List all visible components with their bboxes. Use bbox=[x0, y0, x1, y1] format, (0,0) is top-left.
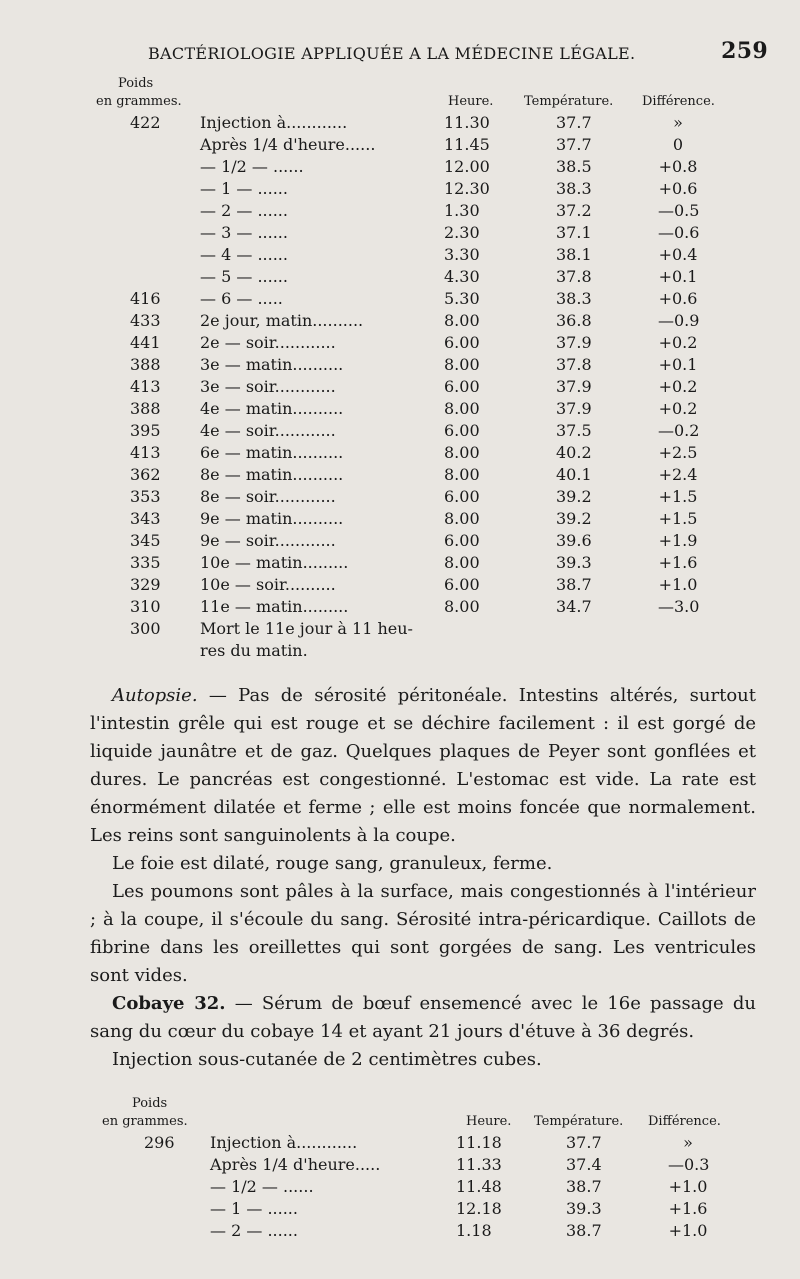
injection-paragraph: Injection sous-cutanée de 2 centimètres cubes. bbox=[112, 1049, 542, 1070]
cell-difference: +0.6 bbox=[658, 179, 698, 198]
table-row bbox=[0, 420, 800, 442]
table-row bbox=[0, 112, 800, 134]
cell-time: 8.00 bbox=[444, 311, 480, 330]
cell-time: 8.00 bbox=[444, 443, 480, 462]
header-time: Heure. bbox=[466, 1114, 512, 1129]
table-row bbox=[0, 596, 800, 618]
cell-difference: +0.8 bbox=[658, 157, 698, 176]
cell-time: 3.30 bbox=[444, 245, 480, 264]
cell-time: 8.00 bbox=[444, 465, 480, 484]
cell-temperature: 38.7 bbox=[566, 1221, 602, 1240]
cell-difference: +1.5 bbox=[658, 509, 698, 528]
header-temperature: Température. bbox=[524, 94, 614, 109]
running-head-title: BACTÉRIOLOGIE APPLIQUÉE A LA MÉDECINE LÉGALE. bbox=[148, 44, 636, 63]
table-row bbox=[0, 508, 800, 530]
table-row bbox=[0, 1132, 800, 1154]
cell-description: 3e — matin.......... bbox=[200, 355, 344, 374]
cell-difference: +0.4 bbox=[658, 245, 698, 264]
cell-description: — 2 — ...... bbox=[210, 1221, 298, 1240]
cell-time: 8.00 bbox=[444, 399, 480, 418]
cell-description: — 1 — ...... bbox=[200, 179, 288, 198]
cell-time: 11.45 bbox=[444, 135, 490, 154]
table-row bbox=[0, 1220, 800, 1242]
cell-weight: 413 bbox=[130, 443, 161, 462]
cell-weight: 433 bbox=[130, 311, 161, 330]
table-row bbox=[0, 200, 800, 222]
cell-time: 6.00 bbox=[444, 333, 480, 352]
cell-description: Mort le 11e jour à 11 heu- bbox=[200, 619, 413, 638]
table-row bbox=[0, 640, 800, 662]
cell-description: 2e — soir............ bbox=[200, 333, 336, 352]
cell-description: — 1/2 — ...... bbox=[200, 157, 304, 176]
cell-description: 11e — matin......... bbox=[200, 597, 349, 616]
header-difference: Différence. bbox=[648, 1114, 721, 1129]
cell-temperature: 40.1 bbox=[556, 465, 592, 484]
cell-difference: 0 bbox=[672, 135, 684, 154]
cobaye-paragraph bbox=[90, 990, 756, 1046]
cell-weight: 395 bbox=[130, 421, 161, 440]
cell-weight: 329 bbox=[130, 575, 161, 594]
cell-difference: —0.5 bbox=[658, 201, 700, 220]
cell-time: 8.00 bbox=[444, 509, 480, 528]
table-row bbox=[0, 618, 800, 640]
cell-difference: +2.5 bbox=[658, 443, 698, 462]
cell-difference: +1.6 bbox=[668, 1199, 708, 1218]
cell-description: — 6 — ..... bbox=[200, 289, 283, 308]
cell-difference: » bbox=[673, 113, 683, 132]
cell-difference: +1.0 bbox=[668, 1177, 708, 1196]
cell-difference: +1.6 bbox=[658, 553, 698, 572]
cell-time: 2.30 bbox=[444, 223, 480, 242]
cell-weight: 441 bbox=[130, 333, 161, 352]
cell-temperature: 38.3 bbox=[556, 179, 592, 198]
table-row bbox=[0, 376, 800, 398]
cell-time: 1.18 bbox=[456, 1221, 492, 1240]
cell-temperature: 37.8 bbox=[556, 355, 592, 374]
cell-difference: —0.9 bbox=[658, 311, 700, 330]
cell-difference: +0.1 bbox=[658, 355, 698, 374]
cell-time: 6.00 bbox=[444, 377, 480, 396]
cell-description: Injection à............ bbox=[210, 1133, 358, 1152]
cell-weight: 335 bbox=[130, 553, 161, 572]
cell-weight: 343 bbox=[130, 509, 161, 528]
cell-description: 10e — matin......... bbox=[200, 553, 349, 572]
cell-time: 11.33 bbox=[456, 1155, 502, 1174]
cell-temperature: 39.2 bbox=[556, 487, 592, 506]
cell-description: 4e — matin.......... bbox=[200, 399, 344, 418]
cell-time: 11.18 bbox=[456, 1133, 502, 1152]
temperature-table-1 bbox=[0, 72, 800, 662]
cell-time: 12.18 bbox=[456, 1199, 502, 1218]
cell-difference: +0.1 bbox=[658, 267, 698, 286]
autopsy-text: — Pas de sérosité péritonéale. Intestins altérés, surtout l'intestin grêle qui est rouge et se déchire facilement : il est gorgé de liquide jaunâtre et de gaz. Quelques plaques de Peyer sont gonflées et dures. Le pancréas est congestionné. L'estomac est vide. La rate est énormément dilatée et ferme ; elle est moins foncée que normalement. Les reins sont sanguinolents à la coupe. bbox=[90, 685, 756, 846]
cell-time: 1.30 bbox=[444, 201, 480, 220]
cell-time: 8.00 bbox=[444, 355, 480, 374]
cell-description: 8e — matin.......... bbox=[200, 465, 344, 484]
table-row bbox=[0, 1154, 800, 1176]
cell-description: 3e — soir............ bbox=[200, 377, 336, 396]
cell-temperature: 36.8 bbox=[556, 311, 592, 330]
cell-temperature: 37.5 bbox=[556, 421, 592, 440]
cell-difference: +1.5 bbox=[658, 487, 698, 506]
header-weight: Poids bbox=[118, 76, 154, 91]
cell-temperature: 39.6 bbox=[556, 531, 592, 550]
table-row bbox=[0, 288, 800, 310]
cell-weight: 422 bbox=[130, 113, 161, 132]
cell-temperature: 34.7 bbox=[556, 597, 592, 616]
cell-temperature: 38.7 bbox=[556, 575, 592, 594]
table-row bbox=[0, 178, 800, 200]
cell-time: 12.30 bbox=[444, 179, 490, 198]
cell-difference: +1.0 bbox=[658, 575, 698, 594]
cell-weight: 296 bbox=[144, 1133, 175, 1152]
cell-temperature: 37.9 bbox=[556, 377, 592, 396]
cell-time: 6.00 bbox=[444, 421, 480, 440]
cell-temperature: 38.7 bbox=[566, 1177, 602, 1196]
page-number: 259 bbox=[721, 38, 768, 64]
table-header bbox=[0, 72, 800, 112]
cell-description: 4e — soir............ bbox=[200, 421, 336, 440]
cell-description: — 5 — ...... bbox=[200, 267, 288, 286]
autopsy-label: Autopsie. bbox=[112, 685, 198, 706]
temperature-table-2 bbox=[0, 1092, 800, 1242]
cell-description: Après 1/4 d'heure...... bbox=[200, 135, 376, 154]
cell-temperature: 39.2 bbox=[556, 509, 592, 528]
cell-description: Injection à............ bbox=[200, 113, 348, 132]
cell-description: — 1/2 — ...... bbox=[210, 1177, 314, 1196]
cobaye-label: Cobaye 32. bbox=[112, 993, 226, 1014]
table-row bbox=[0, 310, 800, 332]
cell-weight: 388 bbox=[130, 355, 161, 374]
cell-description: 8e — soir............ bbox=[200, 487, 336, 506]
table-row bbox=[0, 266, 800, 288]
cell-temperature: 37.8 bbox=[556, 267, 592, 286]
cell-weight: 388 bbox=[130, 399, 161, 418]
cell-time: 8.00 bbox=[444, 597, 480, 616]
cell-temperature: 37.2 bbox=[556, 201, 592, 220]
cell-description: res du matin. bbox=[200, 641, 308, 660]
table-row bbox=[0, 1176, 800, 1198]
running-head bbox=[148, 38, 768, 64]
cell-difference: —0.6 bbox=[658, 223, 700, 242]
cell-difference: +1.0 bbox=[668, 1221, 708, 1240]
cell-time: 12.00 bbox=[444, 157, 490, 176]
cell-temperature: 40.2 bbox=[556, 443, 592, 462]
cell-temperature: 37.9 bbox=[556, 399, 592, 418]
cell-difference: +0.2 bbox=[658, 377, 698, 396]
table-row bbox=[0, 1198, 800, 1220]
cell-weight: 353 bbox=[130, 487, 161, 506]
cell-temperature: 37.7 bbox=[566, 1133, 602, 1152]
header-temperature: Température. bbox=[534, 1114, 624, 1129]
cell-weight: 310 bbox=[130, 597, 161, 616]
cell-weight: 300 bbox=[130, 619, 161, 638]
cell-temperature: 39.3 bbox=[556, 553, 592, 572]
cell-weight: 413 bbox=[130, 377, 161, 396]
cell-temperature: 39.3 bbox=[566, 1199, 602, 1218]
cell-difference: +0.6 bbox=[658, 289, 698, 308]
table-row bbox=[0, 552, 800, 574]
cell-weight: 416 bbox=[130, 289, 161, 308]
cell-temperature: 37.9 bbox=[556, 333, 592, 352]
cell-temperature: 37.7 bbox=[556, 135, 592, 154]
cell-temperature: 37.4 bbox=[566, 1155, 602, 1174]
cobaye-text: — Sérum de bœuf ensemencé avec le 16e passage du sang du cœur du cobaye 14 et ayant 21 jours d'étuve à 36 degrés. bbox=[90, 993, 756, 1042]
liver-paragraph: Le foie est dilaté, rouge sang, granuleux, ferme. bbox=[112, 853, 553, 874]
table-row bbox=[0, 332, 800, 354]
table-row bbox=[0, 464, 800, 486]
cell-difference: —0.3 bbox=[668, 1155, 710, 1174]
cell-time: 6.00 bbox=[444, 531, 480, 550]
cell-difference: +0.2 bbox=[658, 333, 698, 352]
cell-weight: 362 bbox=[130, 465, 161, 484]
cell-time: 11.30 bbox=[444, 113, 490, 132]
table-row bbox=[0, 222, 800, 244]
header-difference: Différence. bbox=[642, 94, 715, 109]
cell-temperature: 38.5 bbox=[556, 157, 592, 176]
header-time: Heure. bbox=[448, 94, 494, 109]
cell-description: — 4 — ...... bbox=[200, 245, 288, 264]
cell-temperature: 38.1 bbox=[556, 245, 592, 264]
header-weight-unit: en grammes. bbox=[96, 94, 182, 109]
cell-difference: —0.2 bbox=[658, 421, 700, 440]
cell-weight: 345 bbox=[130, 531, 161, 550]
cell-difference: +2.4 bbox=[658, 465, 698, 484]
cell-temperature: 37.1 bbox=[556, 223, 592, 242]
table-row bbox=[0, 134, 800, 156]
cell-time: 4.30 bbox=[444, 267, 480, 286]
cell-description: 6e — matin.......... bbox=[200, 443, 344, 462]
cell-description: 9e — matin.......... bbox=[200, 509, 344, 528]
table-row bbox=[0, 486, 800, 508]
cell-description: 9e — soir............ bbox=[200, 531, 336, 550]
table-row bbox=[0, 156, 800, 178]
cell-difference: » bbox=[683, 1133, 693, 1152]
table-row bbox=[0, 354, 800, 376]
cell-description: Après 1/4 d'heure..... bbox=[210, 1155, 381, 1174]
cell-difference: —3.0 bbox=[658, 597, 700, 616]
cell-time: 6.00 bbox=[444, 487, 480, 506]
cell-description: — 2 — ...... bbox=[200, 201, 288, 220]
cell-time: 6.00 bbox=[444, 575, 480, 594]
table-row bbox=[0, 442, 800, 464]
table-row bbox=[0, 398, 800, 420]
autopsy-paragraph bbox=[90, 682, 756, 850]
cell-description: — 3 — ...... bbox=[200, 223, 288, 242]
cell-time: 11.48 bbox=[456, 1177, 502, 1196]
cell-difference: +0.2 bbox=[658, 399, 698, 418]
cell-temperature: 38.3 bbox=[556, 289, 592, 308]
cell-time: 8.00 bbox=[444, 553, 480, 572]
table-row bbox=[0, 244, 800, 266]
prose-block bbox=[90, 682, 756, 1074]
table-header bbox=[0, 1092, 800, 1132]
table-row bbox=[0, 530, 800, 552]
cell-difference: +1.9 bbox=[658, 531, 698, 550]
cell-description: 10e — soir.......... bbox=[200, 575, 336, 594]
header-weight: Poids bbox=[132, 1096, 168, 1111]
cell-description: 2e jour, matin.......... bbox=[200, 311, 364, 330]
cell-time: 5.30 bbox=[444, 289, 480, 308]
cell-temperature: 37.7 bbox=[556, 113, 592, 132]
lungs-paragraph: Les poumons sont pâles à la surface, mais congestionnés à l'intérieur ; à la coupe, il s'écoule du sang. Sérosité intra-péricardique. Caillots de fibrine dans les oreillettes qui sont gorgées de sang. Les ventricules sont vides. bbox=[90, 881, 756, 986]
cell-description: — 1 — ...... bbox=[210, 1199, 298, 1218]
header-weight-unit: en grammes. bbox=[102, 1114, 188, 1129]
table-row bbox=[0, 574, 800, 596]
